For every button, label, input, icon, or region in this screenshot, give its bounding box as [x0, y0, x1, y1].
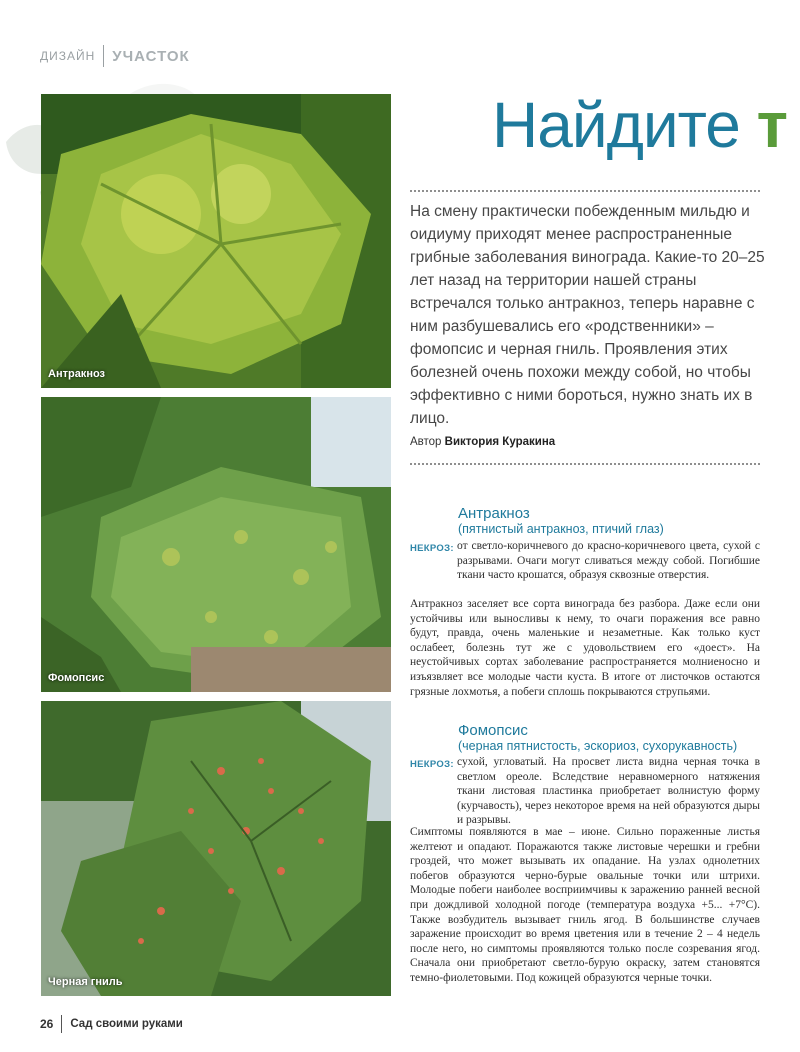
anthracnose-necrosis-label: НЕКРОЗ: — [410, 543, 454, 554]
page-number: 26 — [40, 1017, 54, 1031]
article-title-main: Найдите — [492, 89, 757, 161]
photo-anthracnose-image — [41, 94, 391, 388]
photo-phomopsis — [41, 397, 391, 692]
article-title — [492, 88, 787, 162]
phomopsis-body: Симптомы появляются в мае – июне. Сильно пораженные листья желтеют и опадают. Поражаются также листовые черешки и гребни гроздей, что может вызывать их опадание. На узлах однолетних побегов образуются черно-бурые овальные точки или штрихи. Молодые побеги наиболее восприимчивы к заражению ранней весной при дождливой холодной погоде (температура воздуха +5... +7°С). Также возбудитель вызывает гниль ягод. В большинстве случаев заражение происходит во время цветения или в течение 2 – 4 недель после него, но симптомы проявляются только после созревания ягод. Сначала они приобретают светло-бурую окраску, затем становятся темно-фиолетовыми. Под кожицей образуются черные точки. — [410, 826, 760, 984]
anthracnose-heading: Антракноз — [458, 505, 530, 522]
photo-caption-black-rot: Черная гниль — [48, 976, 123, 988]
anthracnose-body: Антракноз заселяет все сорта винограда без разбора. Даже если они устойчивы или выносливы к нему, то очаги поражения все равно будут, правда, очень маленькие и незаметные. Как только куст ослабеет, болезнь тут же с удовольствием его «доест». На неустойчивых сортах заболевание распространяется молниеносно и изъязвляет все молодые части куста. В итоге от листочков остаются грязные лохмотья, а побеги сплошь покрываются струпьями. — [410, 598, 760, 698]
author-name: Виктория Куракина — [444, 436, 556, 448]
photo-phomopsis-image — [41, 397, 391, 692]
section-category: ДИЗАЙН — [40, 49, 96, 63]
author-label: Автор — [410, 436, 442, 448]
footer-divider — [61, 1015, 62, 1033]
section-header — [40, 44, 190, 68]
lead-paragraph: На смену практически побежденным мильдю и оидиуму приходят менее распространенные грибные заболевания винограда. Какие-то 20–25 лет назад на территории нашей страны встречался только антракноз, теперь наравне с ним разбушевались его «родственники» – фомопсис и черная гниль. Проявления этих болезней очень похожи между собой, но чтобы эффективно с ними бороться, нужно знать их в лицо. — [410, 203, 765, 427]
phomopsis-subtitle: (черная пятнистость, эскориоз, сухорукавность) — [458, 739, 738, 753]
phomopsis-necrosis-text: сухой, угловатый. На просвет листа видна черная точка в светлом ореоле. Вследствие неравномерного натяжения ткани листовая пластинка приобретает волнистую форму (курчавость), через некоторое время на ней образуются дыры и разрывы. — [457, 756, 760, 827]
header-divider — [103, 45, 104, 67]
anthracnose-subtitle: (пятнистый антракноз, птичий глаз) — [458, 522, 664, 536]
anthracnose-necrosis-text: от светло-коричневого до красно-коричневого цвета, сухой с разрывами. Очаги могут сливаться между собой. Погибшие ткани часто крошатся, образуя сквозные отверстия. — [457, 540, 760, 582]
section-name: УЧАСТОК — [112, 47, 190, 65]
magazine-name: Сад своими руками — [70, 1018, 183, 1030]
photo-black-rot-image — [41, 701, 391, 996]
page-footer — [40, 1014, 183, 1034]
author-line — [410, 436, 555, 448]
dotted-divider-bottom — [410, 463, 760, 465]
photo-black-rot — [41, 701, 391, 996]
phomopsis-heading: Фомопсис — [458, 722, 528, 739]
article-title-tail: т — [756, 89, 787, 161]
photo-caption-anthracnose: Антракноз — [48, 368, 106, 380]
photo-anthracnose — [41, 94, 391, 388]
phomopsis-necrosis-label: НЕКРОЗ: — [410, 759, 454, 770]
dotted-divider-top — [410, 190, 760, 192]
photo-caption-phomopsis: Фомопсис — [48, 672, 105, 684]
